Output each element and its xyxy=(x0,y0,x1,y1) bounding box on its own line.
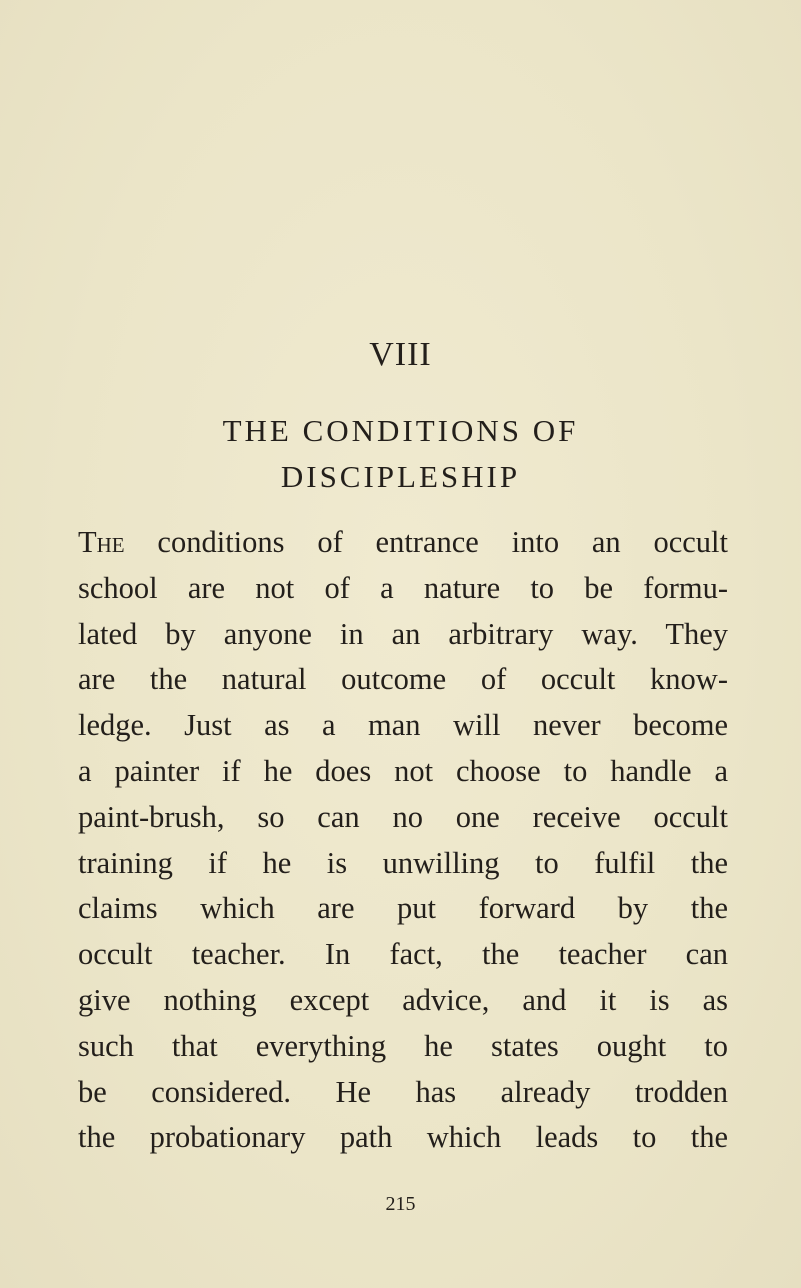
text-line: training if he is unwilling to fulfil the xyxy=(78,845,728,880)
text-line: the probationary path which leads to the xyxy=(78,1120,728,1155)
body-paragraph xyxy=(78,520,728,1161)
text-line: such that everything he states ought to xyxy=(78,1028,728,1063)
lead-word: The xyxy=(78,525,125,559)
text-line: ledge. Just as a man will never become xyxy=(78,708,728,743)
text-line: a painter if he does not choose to handle a xyxy=(78,753,728,788)
text-line: be considered. He has already trodden xyxy=(78,1074,728,1109)
text-line: school are not of a nature to be formu- xyxy=(78,570,728,605)
text-line: lated by anyone in an arbitrary way. They xyxy=(78,616,728,651)
chapter-number: VIII xyxy=(369,336,432,373)
text-line: are the natural outcome of occult know- xyxy=(78,662,728,697)
chapter-title-line-2: DISCIPLESHIP xyxy=(280,459,521,494)
chapter-title-line-1: THE CONDITIONS OF xyxy=(222,413,579,448)
text-line xyxy=(78,520,728,566)
text-line: give nothing except advice, and it is as xyxy=(78,982,728,1017)
text-line-content: conditions of entrance into an occult xyxy=(124,525,728,559)
text-line: claims which are put forward by the xyxy=(78,891,728,926)
text-line: occult teacher. In fact, the teacher can xyxy=(78,937,728,972)
text-line: paint-brush, so can no one receive occult xyxy=(78,799,728,834)
chapter-title xyxy=(0,408,801,500)
page-number: 215 xyxy=(385,1193,416,1215)
